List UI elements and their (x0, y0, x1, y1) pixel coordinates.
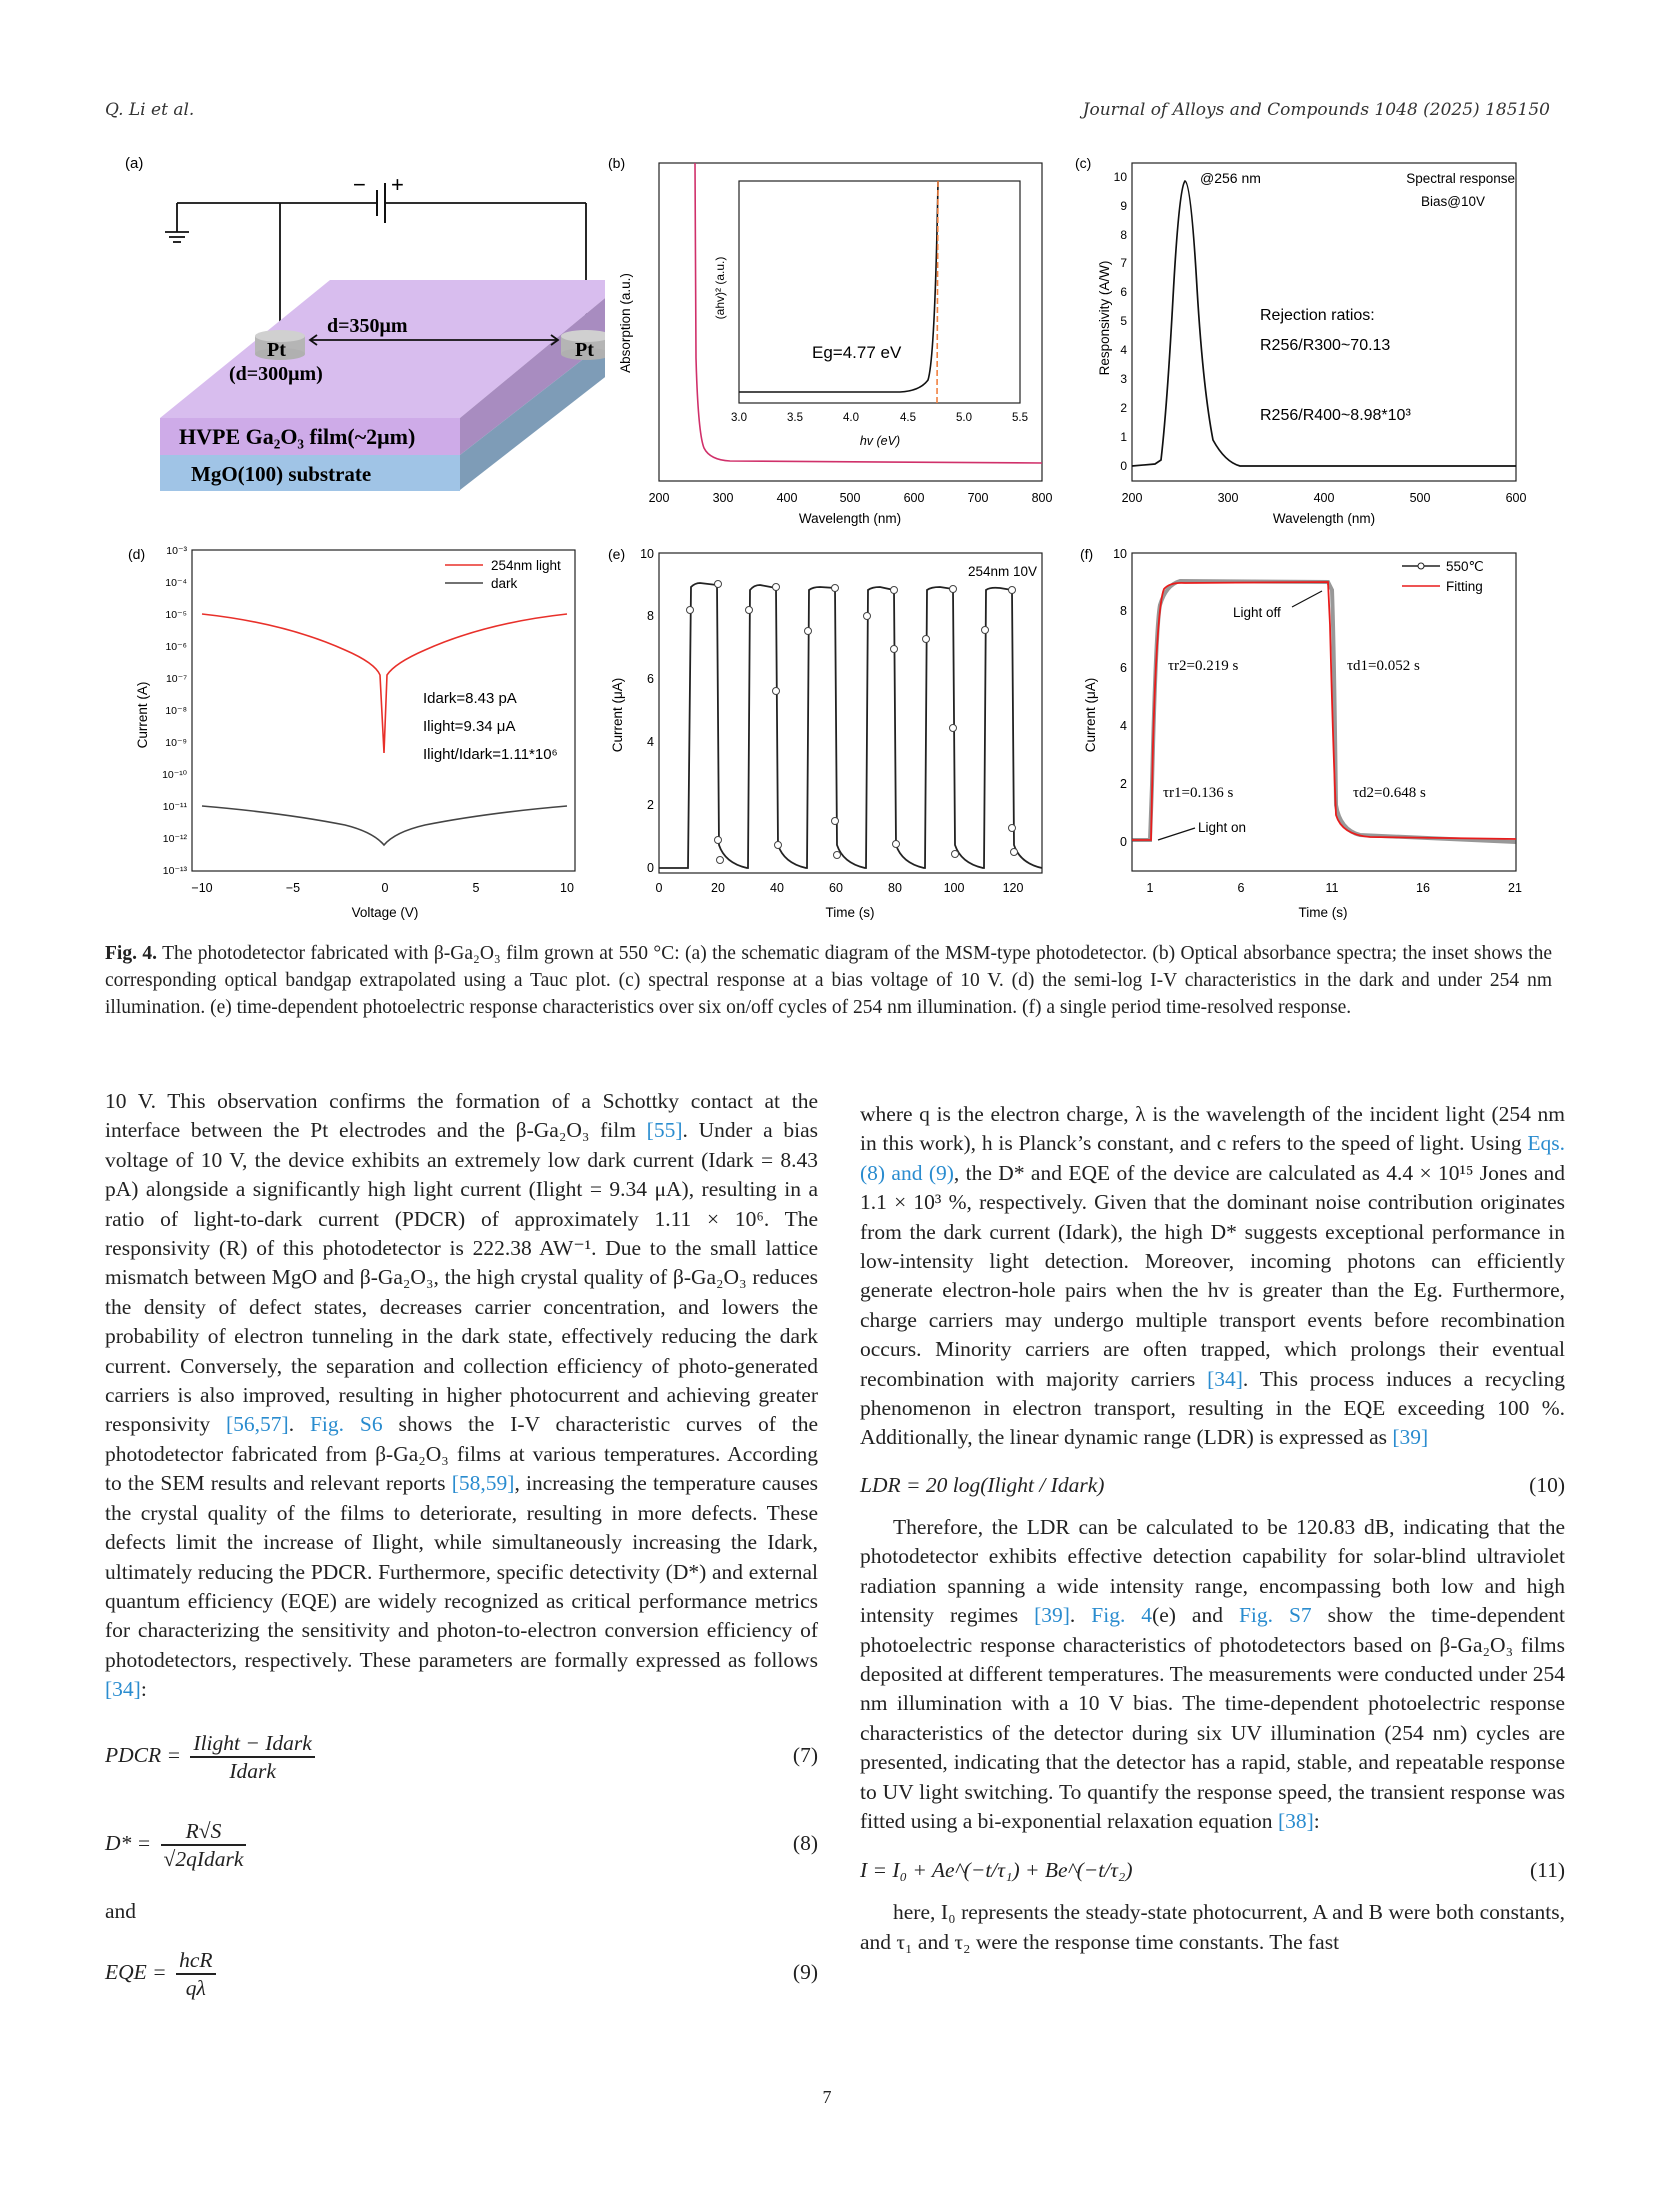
svg-text:6: 6 (647, 672, 654, 686)
svg-text:20: 20 (711, 881, 725, 895)
panel-a-label: (a) (125, 155, 144, 172)
svg-text:3.0: 3.0 (731, 412, 747, 424)
svg-text:(b): (b) (608, 155, 626, 171)
svg-text:@256 nm: @256 nm (1200, 170, 1261, 186)
equation-8: D* = $\frac{R√S}{\text{√2qIdark}}$ (8) (105, 1818, 818, 1871)
svg-text:5: 5 (1120, 314, 1127, 328)
svg-text:10⁻¹²: 10⁻¹² (162, 833, 187, 845)
svg-text:0: 0 (655, 881, 663, 895)
svg-text:Light on: Light on (1198, 820, 1247, 835)
svg-text:4.5: 4.5 (900, 412, 916, 424)
svg-text:Spectral response: Spectral response (1406, 171, 1515, 186)
svg-text:Responsivity (A/W): Responsivity (A/W) (1097, 260, 1112, 376)
svg-text:Fitting: Fitting (1446, 579, 1483, 594)
svg-text:40: 40 (770, 881, 784, 895)
running-header-authors: Q. Li et al. (105, 100, 195, 120)
cycle-curve (659, 583, 1042, 868)
svg-text:Pt: Pt (267, 339, 286, 361)
svg-text:4.0: 4.0 (843, 412, 859, 424)
citation-34[interactable]: [34] (1207, 1366, 1243, 1391)
equation-10: LDR = 20 log(Ilight / Idark) (10) (860, 1472, 1565, 1497)
svg-text:60: 60 (829, 881, 843, 895)
equation-7: PDCR = $\frac{\text{Ilight − Idark}}{\text{Idark}}$ (7) (105, 1730, 818, 1783)
svg-text:4: 4 (1120, 343, 1127, 357)
svg-text:0: 0 (1120, 459, 1127, 473)
svg-text:Absorption (a.u.): Absorption (a.u.) (618, 273, 633, 373)
equation-9: EQE = $\frac{\text{hcR}}{q\lambda}$ (9) (105, 1948, 818, 2000)
svg-text:8: 8 (647, 609, 654, 623)
svg-text:3.5: 3.5 (787, 412, 803, 424)
body-left-column: 10 V. This observation confirms the formation of a Schottky contact at the interface between the Pt electrodes and the β-Ga₂O₃ film [55]. Under a bias voltage of 10 V, the device exhibits an extremely low dark current (Idark = 8.43 pA) alongside a significantly high light current (Ilight = 9.34 μA), resulting in a ratio of light-to-dark current (PDCR) of approximately 1.11 × 10⁶. The responsivity (R) of this photodetector is 222.38 AW⁻¹. Due to the small lattice mismatch between MgO and β-Ga₂O₃, the high crystal quality of β-Ga₂O₃ reduces the density of defect states, decreases carrier concentration, and lowers the probability of electron tunneling in the dark state, effectively reducing the dark current. Conversely, the separation and collection efficiency of photo-generated carriers is also improved, resulting in higher photocurrent and achieving greater responsivity [56,57]. Fig. S6 shows the I-V characteristic curves of the photodetector fabricated from β-Ga₂O₃ films at various temperatures. According to the SEM results and relevant reports [58,59], increasing the temperature causes the crystal quality of the films to deteriorate, resulting in more defects. These defects limit the increase of Ilight, while simultaneously increasing the Idark, ultimately reducing the PDCR. Furthermore, specific detectivity (D*) and external quantum efficiency (EQE) are widely recognized as critical performance metrics for characterizing the sensitivity and photon-to-electron conversion efficiency of photodetectors, respectively. These parameters are formally expressed as follows [34]: PDCR = $\frac{\text{Ilight − Idark}}{\text{Idark}}$ (7) D* = $\frac{R√S}{\text{√2qIdark}}$ (8) and EQE = $\frac{\text{hcR}}{q\lambda}$ (9) (105, 1087, 818, 2004)
svg-text:10⁻¹⁰: 10⁻¹⁰ (162, 769, 187, 781)
svg-text:500: 500 (839, 491, 861, 505)
svg-text:400: 400 (1313, 491, 1335, 505)
citation-34[interactable]: [34] (105, 1677, 141, 1702)
svg-text:Ilight=9.34 μA: Ilight=9.34 μA (423, 718, 516, 735)
svg-text:Wavelength (nm): Wavelength (nm) (798, 511, 902, 526)
fitting-curve (1132, 582, 1516, 840)
svg-text:R256/R400~8.98*10³: R256/R400~8.98*10³ (1260, 407, 1411, 424)
svg-text:300: 300 (712, 491, 734, 505)
svg-text:254nm light: 254nm light (491, 558, 561, 573)
svg-text:7: 7 (1120, 256, 1127, 270)
svg-text:10⁻⁸: 10⁻⁸ (165, 705, 187, 717)
svg-text:10: 10 (560, 881, 574, 895)
measured-curve (1132, 581, 1516, 842)
svg-text:0: 0 (1120, 835, 1127, 849)
svg-text:τd1=0.052 s: τd1=0.052 s (1347, 658, 1420, 674)
figure-panel-a (105, 150, 605, 510)
svg-text:0: 0 (381, 881, 389, 895)
dark-curve (202, 806, 567, 845)
svg-text:5.0: 5.0 (956, 412, 972, 424)
svg-text:τr2=0.219 s: τr2=0.219 s (1168, 658, 1239, 674)
svg-text:254nm 10V: 254nm 10V (967, 564, 1037, 579)
svg-text:120: 120 (1002, 881, 1024, 895)
svg-text:6: 6 (1120, 285, 1127, 299)
figure-panel-c (1065, 148, 1545, 528)
svg-text:100: 100 (943, 881, 965, 895)
figure-panel-e (600, 545, 1080, 930)
svg-text:10⁻⁷: 10⁻⁷ (165, 673, 187, 685)
svg-text:700: 700 (967, 491, 989, 505)
svg-text:dark: dark (491, 576, 518, 591)
svg-text:400: 400 (776, 491, 798, 505)
svg-text:R256/R300~70.13: R256/R300~70.13 (1260, 337, 1391, 354)
svg-text:5: 5 (472, 881, 480, 895)
svg-text:8: 8 (1120, 604, 1127, 618)
svg-text:10⁻⁹: 10⁻⁹ (165, 737, 187, 749)
svg-text:Time (s): Time (s) (825, 905, 875, 920)
svg-text:6: 6 (1120, 661, 1127, 675)
svg-text:2: 2 (1120, 401, 1127, 415)
svg-text:(f): (f) (1080, 546, 1094, 562)
svg-text:80: 80 (888, 881, 902, 895)
svg-text:10⁻⁵: 10⁻⁵ (165, 609, 187, 621)
svg-text:10⁻¹³: 10⁻¹³ (162, 865, 187, 877)
svg-text:hv (eV): hv (eV) (859, 434, 901, 448)
svg-text:10: 10 (640, 547, 654, 561)
svg-text:Ilight/Idark=1.11*10⁶: Ilight/Idark=1.11*10⁶ (423, 746, 558, 763)
svg-text:−10: −10 (191, 881, 213, 895)
svg-text:600: 600 (903, 491, 925, 505)
svg-text:1: 1 (1120, 430, 1127, 444)
svg-text:6: 6 (1237, 881, 1245, 895)
svg-text:5.5: 5.5 (1012, 412, 1028, 424)
svg-text:1: 1 (1146, 881, 1154, 895)
svg-text:Current (μA): Current (μA) (610, 677, 625, 753)
svg-text:Bias@10V: Bias@10V (1421, 194, 1485, 209)
link-fig-s7[interactable]: Fig. S7 (1238, 1603, 1312, 1628)
svg-text:(ahv)² (a.u.): (ahv)² (a.u.) (713, 256, 727, 320)
svg-text:2: 2 (1120, 777, 1127, 791)
svg-text:d=350μm: d=350μm (327, 315, 408, 337)
svg-text:8: 8 (1120, 228, 1127, 242)
svg-text:200: 200 (648, 491, 670, 505)
citation-58-59[interactable]: [58,59] (451, 1471, 515, 1496)
svg-text:9: 9 (1120, 199, 1127, 213)
svg-text:−5: −5 (285, 881, 301, 895)
svg-text:2: 2 (647, 798, 654, 812)
svg-text:Time (s): Time (s) (1298, 905, 1348, 920)
svg-text:10: 10 (1113, 170, 1127, 184)
svg-text:−: − (353, 172, 366, 197)
svg-text:Current (A): Current (A) (135, 681, 150, 749)
svg-text:+: + (391, 172, 404, 197)
svg-text:4: 4 (647, 735, 654, 749)
citation-38[interactable]: [38] (1277, 1808, 1314, 1833)
svg-text:(e): (e) (608, 546, 626, 562)
svg-text:HVPE Ga₂O₃ film(~2μm): HVPE Ga₂O₃ film(~2μm) (179, 424, 416, 449)
body-right-column: where q is the electron charge, λ is the wavelength of the incident light (254 nm in this work), h is Planck’s constant, and c refers to the speed of light. Using Eqs. (8) and (9), the D* and EQE of the device are calculated as 4.4 × 10¹⁵ Jones and 1.1 × 10³ %, respectively. Given that the dominant noise contribution originates from the dark current (Idark), the high D* suggests exceptional performance in low-intensity light detection. Moreover, incoming photons can efficiently generate electron-hole pairs when the hv is greater than the Eg. Furthermore, charge carriers may undergo multiple transport events before recombination occurs. Minority carriers are often trapped, which prolongs their eventual recombination with majority carriers [34]. This process induces a recycling phenomenon in electron transport, resulting in the EQE exceeding 100 %. Additionally, the linear dynamic range (LDR) is expressed as [39] LDR = 20 log(Ilight / Idark) (10) Therefore, the LDR can be calculated to be 120.83 dB, indicating that the photodetector exhibits effective detection capability for solar-blind ultraviolet radiation spanning a wide intensity range, encompassing both low and high intensity regimes [39]. Fig. 4(e) and Fig. S7 show the time-dependent photoelectric response characteristics of photodetectors based on β-Ga₂O₃ films deposited at different temperatures. The measurements were conducted under 254 nm illumination with a 10 V bias. The time-dependent photoelectric response characteristics of the detector during six UV illumination (254 nm) cycles are presented, indicating that the detector has a rapid, stable, and repeatable response to UV light switching. To quantify the response speed, the transient response was fitted using a bi-exponential relaxation equation [38]: I = I₀ + Ae^(−t/τ₁) + Be^(−t/τ₂) (11) here, I₀ represents the steady-state photocurrent, A and B were both constants, and τ₁ and τ₂ were the response time constants. The fast (860, 1102, 1566, 1954)
citation-56-57[interactable]: [56,57] (225, 1412, 289, 1437)
figure-panel-b (600, 148, 1070, 528)
svg-text:(d): (d) (128, 546, 146, 562)
svg-text:11: 11 (1325, 881, 1339, 895)
svg-text:10⁻¹¹: 10⁻¹¹ (162, 801, 187, 813)
svg-text:Wavelength (nm): Wavelength (nm) (1272, 511, 1376, 526)
figure-panel-f (1070, 545, 1550, 930)
svg-text:300: 300 (1217, 491, 1239, 505)
svg-text:200: 200 (1121, 491, 1143, 505)
svg-text:(c): (c) (1075, 155, 1092, 171)
svg-text:τr1=0.136 s: τr1=0.136 s (1163, 785, 1234, 801)
citation-39[interactable]: [39] (1034, 1603, 1070, 1628)
svg-text:10⁻⁶: 10⁻⁶ (165, 641, 187, 653)
svg-text:Eg=4.77 eV: Eg=4.77 eV (812, 343, 902, 362)
citation-39[interactable]: [39] (1392, 1425, 1429, 1450)
svg-text:Idark=8.43 pA: Idark=8.43 pA (423, 690, 517, 707)
svg-text:Rejection ratios:: Rejection ratios: (1260, 307, 1375, 324)
svg-text:21: 21 (1508, 881, 1522, 895)
running-header-journal: Journal of Alloys and Compounds 1048 (2025) 185150 (1082, 100, 1550, 120)
svg-text:Current (μA): Current (μA) (1083, 677, 1098, 753)
svg-text:Pt: Pt (575, 339, 594, 361)
svg-text:800: 800 (1031, 491, 1053, 505)
svg-text:MgO(100) substrate: MgO(100) substrate (191, 462, 372, 486)
svg-text:10⁻³: 10⁻³ (166, 545, 187, 557)
svg-text:550℃: 550℃ (1446, 559, 1484, 574)
svg-text:(d=300μm): (d=300μm) (229, 363, 323, 385)
figure-panel-d (105, 545, 600, 930)
svg-text:Voltage (V): Voltage (V) (351, 905, 419, 920)
link-eqs-8-9[interactable]: Eqs. (8) and (9) (860, 1131, 1565, 1185)
caption-text: The photodetector fabricated with β-Ga₂O₃ film grown at 550 °C: (a) the schematic diagram of the MSM-type photodetector. (b) Optical absorbance spectra; the inset shows the corresponding optical bandgap extrapolated using a Tauc plot. (c) spectral response at a bias voltage of 10 V. (d) the semi-log I-V characteristics in the dark and under 254 nm illumination. (e) time-dependent photoelectric response characteristics over six on/off cycles of 254 nm illumination. (f) a single period time-resolved response. (105, 943, 1552, 1018)
caption-label: Fig. 4. (105, 943, 157, 964)
tauc-inset (739, 181, 1020, 403)
svg-text:3: 3 (1120, 372, 1127, 386)
svg-text:500: 500 (1409, 491, 1431, 505)
link-fig-4[interactable]: Fig. 4 (1091, 1603, 1153, 1628)
figure-caption (105, 940, 1552, 1021)
svg-text:16: 16 (1416, 881, 1430, 895)
page-number: 7 (822, 2087, 832, 2107)
link-fig-s6[interactable]: Fig. S6 (309, 1412, 383, 1437)
citation-55[interactable]: [55] (646, 1118, 683, 1143)
svg-text:0: 0 (647, 861, 654, 875)
svg-text:10: 10 (1113, 547, 1127, 561)
svg-text:τd2=0.648 s: τd2=0.648 s (1353, 785, 1426, 801)
svg-text:10⁻⁴: 10⁻⁴ (165, 577, 187, 589)
svg-text:Light off: Light off (1233, 605, 1281, 620)
svg-text:600: 600 (1505, 491, 1527, 505)
equation-11: I = I₀ + Ae^(−t/τ₁) + Be^(−t/τ₂) (11) (860, 1858, 1565, 1883)
svg-text:4: 4 (1120, 719, 1127, 733)
